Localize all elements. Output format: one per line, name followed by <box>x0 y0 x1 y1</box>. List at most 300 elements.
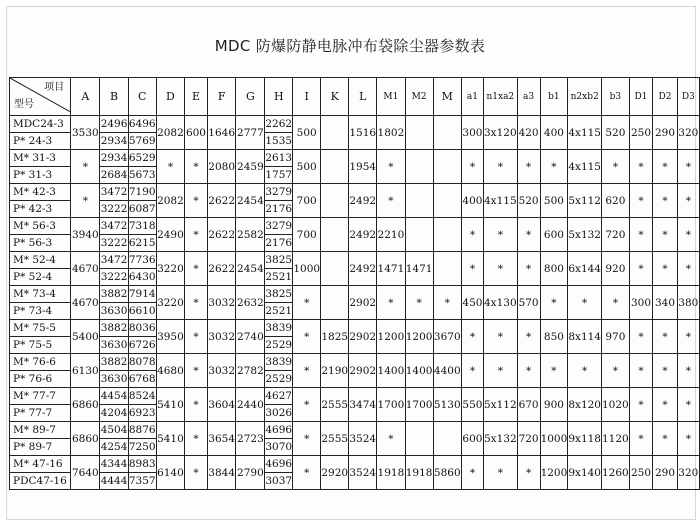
cell-b3: * <box>602 354 630 388</box>
cell-g: 2582 <box>236 218 265 252</box>
cell-b: 3882 <box>100 354 128 371</box>
header-col-m2 <box>405 78 433 116</box>
cell-a: * <box>71 184 100 218</box>
cell-h: 2176 <box>265 201 293 218</box>
cell-m: 3670 <box>433 320 461 354</box>
header-col-label: D <box>166 89 175 103</box>
cell-a1: 550 <box>461 388 483 422</box>
cell-n1xa2: * <box>484 252 518 286</box>
cell-b3: 920 <box>602 252 630 286</box>
cell-n1xa2: * <box>484 320 518 354</box>
cell-b1: 400 <box>540 116 568 150</box>
cell-b1: * <box>540 354 568 388</box>
cell-d1: * <box>629 252 653 286</box>
cell-b: 3882 <box>100 286 128 303</box>
cell-d3: * <box>677 184 699 218</box>
cell-k <box>321 252 349 286</box>
cell-m <box>433 184 461 218</box>
cell-d: 2082 <box>156 116 184 150</box>
cell-m1: * <box>377 150 405 184</box>
cell-h: 2262 <box>265 116 293 133</box>
cell-b: 3472 <box>100 218 128 235</box>
cell-m2 <box>405 150 433 184</box>
table-row <box>10 354 700 371</box>
table-row <box>10 218 700 235</box>
cell-m1: 2210 <box>377 218 405 252</box>
cell-d3: 320 <box>677 116 699 150</box>
cell-b3: 520 <box>602 116 630 150</box>
cell-d3: * <box>677 150 699 184</box>
table-row <box>10 286 700 303</box>
cell-f: 3654 <box>207 422 236 456</box>
cell-l: 2902 <box>349 320 377 354</box>
cell-m <box>433 422 461 456</box>
cell-a1: 400 <box>461 184 483 218</box>
cell-m: 4400 <box>433 354 461 388</box>
cell-f: 3844 <box>207 456 236 490</box>
cell-g: 2632 <box>236 286 265 320</box>
cell-b: 3882 <box>100 320 128 337</box>
cell-n1xa2: 5x132 <box>484 422 518 456</box>
header-col-f <box>207 78 236 116</box>
cell-h: 4696 <box>265 456 293 473</box>
cell-f: 2622 <box>207 252 236 286</box>
cell-b: 3630 <box>100 371 128 388</box>
header-col-n1xa2 <box>484 78 518 116</box>
cell-m: 5860 <box>433 456 461 490</box>
cell-b: 2934 <box>100 150 128 167</box>
cell-b: 4254 <box>100 439 128 456</box>
header-corner-cell <box>10 78 71 116</box>
header-col-label: F <box>217 89 226 103</box>
cell-h: 3825 <box>265 252 293 269</box>
cell-a: 4670 <box>71 252 100 286</box>
cell-d2: * <box>653 422 677 456</box>
header-col-label: H <box>273 89 284 103</box>
model-cell: P* 24-3 <box>10 133 71 150</box>
cell-m2 <box>405 422 433 456</box>
cell-m2: 1700 <box>405 388 433 422</box>
cell-f: 3604 <box>207 388 236 422</box>
cell-f: 2080 <box>207 150 236 184</box>
cell-b: 4204 <box>100 405 128 422</box>
cell-c: 5769 <box>128 133 156 150</box>
cell-h: 3825 <box>265 286 293 303</box>
header-col-h <box>265 78 293 116</box>
header-col-label: D3 <box>681 92 695 102</box>
cell-a3: 520 <box>517 184 540 218</box>
cell-c: 7250 <box>128 439 156 456</box>
cell-a3: * <box>517 456 540 490</box>
cell-k: 2920 <box>321 456 349 490</box>
cell-n2xb2: 9x118 <box>568 422 602 456</box>
cell-d2: * <box>653 218 677 252</box>
cell-n1xa2: 5x112 <box>484 388 518 422</box>
cell-l: 2902 <box>349 286 377 320</box>
cell-a: * <box>71 150 100 184</box>
model-cell: P* 31-3 <box>10 167 71 184</box>
cell-e: * <box>185 150 208 184</box>
cell-e: * <box>185 286 208 320</box>
model-cell: P* 75-5 <box>10 337 71 354</box>
cell-h: 3070 <box>265 439 293 456</box>
header-col-m1 <box>377 78 405 116</box>
cell-c: 8036 <box>128 320 156 337</box>
model-cell: M* 73-4 <box>10 286 71 303</box>
cell-b: 4454 <box>100 388 128 405</box>
cell-m1: 1918 <box>377 456 405 490</box>
cell-b: 2496 <box>100 116 128 133</box>
cell-n2xb2: 8x114 <box>568 320 602 354</box>
cell-d2: * <box>653 354 677 388</box>
cell-e: * <box>185 320 208 354</box>
cell-a3: * <box>517 252 540 286</box>
cell-b: 3222 <box>100 269 128 286</box>
cell-a1: * <box>461 456 483 490</box>
header-col-b1 <box>540 78 568 116</box>
cell-k <box>321 286 349 320</box>
cell-m2: 1918 <box>405 456 433 490</box>
model-cell: M* 77-7 <box>10 388 71 405</box>
cell-a: 4670 <box>71 286 100 320</box>
header-col-label: L <box>359 89 367 103</box>
table-row <box>10 184 700 201</box>
cell-e: 600 <box>185 116 208 150</box>
header-item-label: 项目 <box>44 82 65 93</box>
cell-d1: * <box>629 184 653 218</box>
cell-n1xa2: * <box>484 354 518 388</box>
cell-b1: 800 <box>540 252 568 286</box>
header-col-e <box>185 78 208 116</box>
cell-b3: 1120 <box>602 422 630 456</box>
header-col-label: G <box>246 89 255 103</box>
cell-b3: * <box>602 150 630 184</box>
cell-b1: 850 <box>540 320 568 354</box>
header-col-label: a1 <box>466 92 478 102</box>
model-cell: M* 47-16 <box>10 456 71 473</box>
cell-a3: 420 <box>517 116 540 150</box>
header-col-label: b3 <box>609 92 622 102</box>
model-cell: P* 89-7 <box>10 439 71 456</box>
header-col-n2xb2 <box>568 78 602 116</box>
cell-h: 4627 <box>265 388 293 405</box>
model-cell: M* 89-7 <box>10 422 71 439</box>
cell-m1: 1471 <box>377 252 405 286</box>
cell-a3: * <box>517 354 540 388</box>
cell-d2: 290 <box>653 456 677 490</box>
cell-g: 2777 <box>236 116 265 150</box>
cell-c: 8524 <box>128 388 156 405</box>
header-col-d3 <box>677 78 699 116</box>
cell-d: 2082 <box>156 184 184 218</box>
cell-n2xb2: 5x132 <box>568 218 602 252</box>
cell-d2: 290 <box>653 116 677 150</box>
cell-b: 3630 <box>100 337 128 354</box>
cell-h: 1535 <box>265 133 293 150</box>
cell-d1: * <box>629 388 653 422</box>
cell-m2 <box>405 116 433 150</box>
cell-d2: * <box>653 184 677 218</box>
table-row <box>10 456 700 473</box>
cell-a1: * <box>461 150 483 184</box>
cell-d1: * <box>629 320 653 354</box>
cell-c: 6430 <box>128 269 156 286</box>
model-cell: P* 56-3 <box>10 235 71 252</box>
cell-n2xb2: * <box>568 354 602 388</box>
cell-b1: * <box>540 286 568 320</box>
cell-a: 6130 <box>71 354 100 388</box>
cell-e: * <box>185 422 208 456</box>
cell-c: 6726 <box>128 337 156 354</box>
cell-d: 3220 <box>156 252 184 286</box>
cell-d1: 300 <box>629 286 653 320</box>
cell-k <box>321 184 349 218</box>
header-col-label: D2 <box>658 92 672 102</box>
cell-k <box>321 150 349 184</box>
cell-e: * <box>185 252 208 286</box>
cell-h: 2521 <box>265 269 293 286</box>
cell-m1: 1200 <box>377 320 405 354</box>
table-header-row <box>10 78 700 116</box>
cell-d: 5410 <box>156 388 184 422</box>
cell-n2xb2: 5x112 <box>568 184 602 218</box>
header-col-label: B <box>110 89 119 103</box>
header-model-label: 型号 <box>14 99 34 110</box>
cell-g: 2723 <box>236 422 265 456</box>
header-col-label: M1 <box>383 92 399 102</box>
cell-i: 700 <box>293 184 321 218</box>
cell-g: 2459 <box>236 150 265 184</box>
model-cell: P* 77-7 <box>10 405 71 422</box>
cell-d3: * <box>677 320 699 354</box>
model-cell: M* 42-3 <box>10 184 71 201</box>
header-col-k <box>321 78 349 116</box>
cell-d3: * <box>677 218 699 252</box>
cell-h: 3279 <box>265 184 293 201</box>
cell-f: 2622 <box>207 184 236 218</box>
cell-a1: * <box>461 252 483 286</box>
header-col-b3 <box>602 78 630 116</box>
cell-n1xa2: * <box>484 218 518 252</box>
cell-m1: * <box>377 286 405 320</box>
cell-n2xb2: * <box>568 286 602 320</box>
cell-b3: * <box>602 286 630 320</box>
table-row <box>10 422 700 439</box>
cell-c: 6215 <box>128 235 156 252</box>
cell-c: 7736 <box>128 252 156 269</box>
cell-g: 2454 <box>236 252 265 286</box>
cell-m2: * <box>405 286 433 320</box>
cell-l: 2902 <box>349 354 377 388</box>
cell-b: 3472 <box>100 252 128 269</box>
model-cell: M* 76-6 <box>10 354 71 371</box>
cell-a1: 600 <box>461 422 483 456</box>
table-row <box>10 116 700 133</box>
cell-d1: * <box>629 218 653 252</box>
cell-a3: * <box>517 150 540 184</box>
cell-i: 700 <box>293 218 321 252</box>
cell-a: 3940 <box>71 218 100 252</box>
model-cell: P* 73-4 <box>10 303 71 320</box>
cell-a3: 570 <box>517 286 540 320</box>
header-col-label: K <box>330 89 339 103</box>
cell-d1: * <box>629 354 653 388</box>
cell-d: 4680 <box>156 354 184 388</box>
cell-h: 2529 <box>265 371 293 388</box>
cell-m <box>433 116 461 150</box>
cell-c: 6529 <box>128 150 156 167</box>
cell-b: 3222 <box>100 235 128 252</box>
model-cell: MDC24-3 <box>10 116 71 133</box>
cell-a1: * <box>461 320 483 354</box>
cell-e: * <box>185 388 208 422</box>
cell-h: 3839 <box>265 354 293 371</box>
cell-m1: 1700 <box>377 388 405 422</box>
cell-b1: * <box>540 150 568 184</box>
cell-e: * <box>185 184 208 218</box>
model-cell: M* 75-5 <box>10 320 71 337</box>
cell-c: 8078 <box>128 354 156 371</box>
cell-i: * <box>293 422 321 456</box>
cell-k <box>321 218 349 252</box>
cell-b1: 900 <box>540 388 568 422</box>
cell-c: 8876 <box>128 422 156 439</box>
page-title: MDC 防爆防静电脉冲布袋除尘器参数表 <box>214 37 486 55</box>
parameter-table-container <box>9 77 700 490</box>
cell-k: 2190 <box>321 354 349 388</box>
cell-i: * <box>293 286 321 320</box>
cell-l: 3524 <box>349 422 377 456</box>
model-cell: M* 52-4 <box>10 252 71 269</box>
cell-b1: 1000 <box>540 422 568 456</box>
cell-m: 5130 <box>433 388 461 422</box>
header-col-label: n1xa2 <box>486 92 515 102</box>
cell-m2: 1471 <box>405 252 433 286</box>
cell-d2: * <box>653 320 677 354</box>
cell-f: 2622 <box>207 218 236 252</box>
cell-a: 6860 <box>71 422 100 456</box>
header-col-a3 <box>517 78 540 116</box>
cell-m <box>433 150 461 184</box>
cell-n1xa2: * <box>484 456 518 490</box>
cell-g: 2790 <box>236 456 265 490</box>
parameter-table <box>9 77 700 490</box>
table-row <box>10 150 700 167</box>
header-col-i <box>293 78 321 116</box>
cell-b: 3472 <box>100 184 128 201</box>
cell-h: 2613 <box>265 150 293 167</box>
cell-f: 3032 <box>207 320 236 354</box>
cell-k: 1825 <box>321 320 349 354</box>
header-col-a <box>71 78 100 116</box>
cell-n2xb2: 4x115 <box>568 150 602 184</box>
cell-a3: * <box>517 320 540 354</box>
header-col-label: b1 <box>548 92 560 102</box>
cell-d: 3220 <box>156 286 184 320</box>
cell-b3: 720 <box>602 218 630 252</box>
cell-b: 3630 <box>100 303 128 320</box>
header-col-label: M <box>441 89 453 103</box>
header-col-m <box>433 78 461 116</box>
model-cell: P* 52-4 <box>10 269 71 286</box>
header-col-label: I <box>304 89 309 103</box>
cell-n2xb2: 9x140 <box>568 456 602 490</box>
cell-f: 3032 <box>207 286 236 320</box>
cell-m <box>433 218 461 252</box>
cell-c: 8983 <box>128 456 156 473</box>
cell-d: 2490 <box>156 218 184 252</box>
cell-c: 6496 <box>128 116 156 133</box>
cell-d: 5410 <box>156 422 184 456</box>
cell-i: * <box>293 320 321 354</box>
cell-h: 3839 <box>265 320 293 337</box>
cell-d3: * <box>677 354 699 388</box>
cell-d3: * <box>677 388 699 422</box>
cell-a: 6860 <box>71 388 100 422</box>
cell-b: 3222 <box>100 201 128 218</box>
model-cell: M* 56-3 <box>10 218 71 235</box>
header-col-label: A <box>81 89 90 103</box>
cell-b: 4444 <box>100 473 128 490</box>
header-col-b <box>100 78 128 116</box>
header-col-g <box>236 78 265 116</box>
cell-i: 1000 <box>293 252 321 286</box>
cell-d1: 250 <box>629 116 653 150</box>
header-col-a1 <box>461 78 483 116</box>
header-col-d1 <box>629 78 653 116</box>
header-col-label: a3 <box>523 92 535 102</box>
cell-d1: * <box>629 150 653 184</box>
table-body <box>10 116 700 490</box>
cell-b1: 1200 <box>540 456 568 490</box>
header-col-label: n2xb2 <box>570 92 599 102</box>
cell-h: 2521 <box>265 303 293 320</box>
cell-i: 500 <box>293 116 321 150</box>
cell-n1xa2: * <box>484 150 518 184</box>
table-row <box>10 388 700 405</box>
cell-l: 2492 <box>349 184 377 218</box>
cell-n2xb2: 6x144 <box>568 252 602 286</box>
cell-d2: * <box>653 150 677 184</box>
cell-d2: 340 <box>653 286 677 320</box>
cell-a: 5400 <box>71 320 100 354</box>
cell-a1: 450 <box>461 286 483 320</box>
model-cell: P* 76-6 <box>10 371 71 388</box>
table-row <box>10 320 700 337</box>
cell-i: * <box>293 354 321 388</box>
cell-a3: 670 <box>517 388 540 422</box>
cell-a: 7640 <box>71 456 100 490</box>
cell-h: 2176 <box>265 235 293 252</box>
header-col-l <box>349 78 377 116</box>
header-col-c <box>128 78 156 116</box>
cell-f: 1646 <box>207 116 236 150</box>
cell-b3: 1260 <box>602 456 630 490</box>
cell-c: 7357 <box>128 473 156 490</box>
cell-e: * <box>185 456 208 490</box>
cell-d: 3950 <box>156 320 184 354</box>
cell-m2 <box>405 184 433 218</box>
cell-l: 1954 <box>349 150 377 184</box>
cell-g: 2440 <box>236 388 265 422</box>
cell-b1: 500 <box>540 184 568 218</box>
cell-d: 6140 <box>156 456 184 490</box>
cell-a3: * <box>517 218 540 252</box>
cell-n2xb2: 8x120 <box>568 388 602 422</box>
cell-h: 3037 <box>265 473 293 490</box>
cell-b: 2684 <box>100 167 128 184</box>
cell-c: 7318 <box>128 218 156 235</box>
